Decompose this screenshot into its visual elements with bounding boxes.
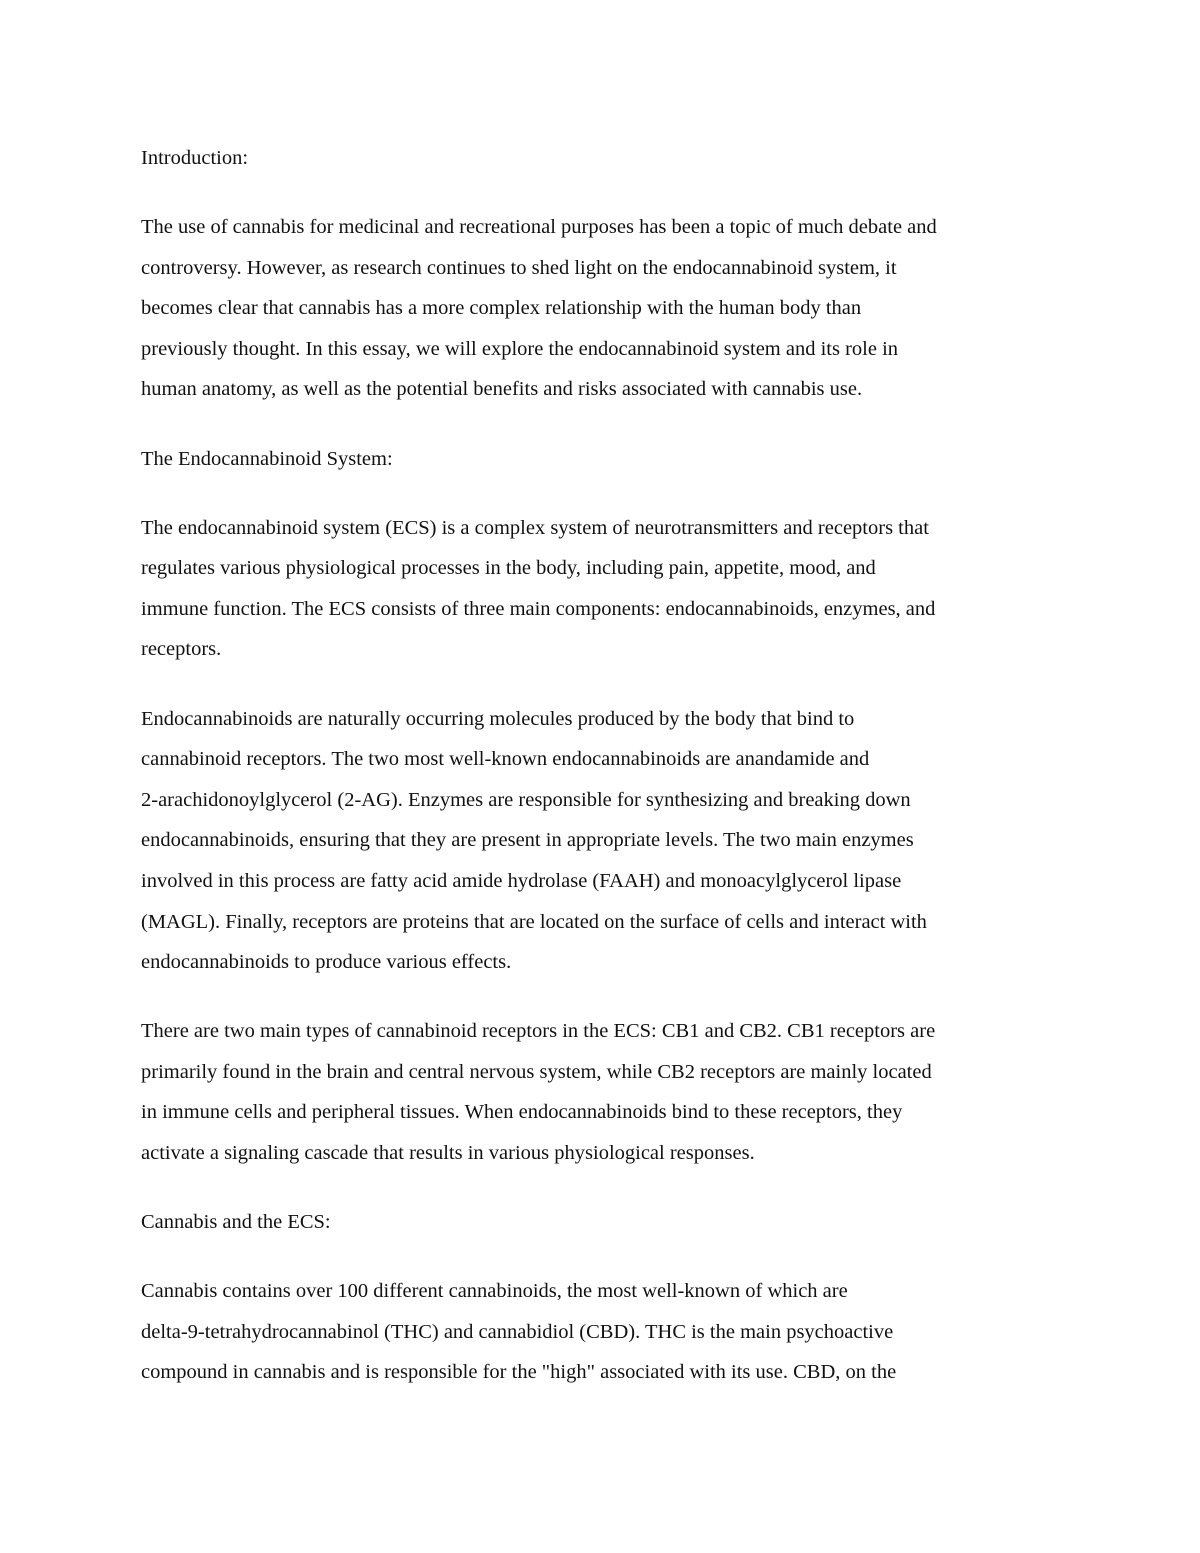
- body-paragraph: [141, 699, 1071, 983]
- heading-text: Introduction:: [141, 147, 249, 169]
- paragraph-line: involved in this process are fatty acid amide hydrolase (FAAH) and monoacylglycerol lipase: [141, 869, 902, 892]
- paragraph-line: endocannabinoids, ensuring that they are present in appropriate levels. The two main enzymes: [141, 829, 914, 852]
- paragraph-line: controversy. However, as research continues to shed light on the endocannabinoid system, it: [141, 256, 897, 279]
- paragraph-line: 2-arachidonoylglycerol (2-AG). Enzymes are responsible for synthesizing and breaking down: [141, 788, 911, 811]
- paragraph-line: The use of cannabis for medicinal and recreational purposes has been a topic of much debate and: [141, 216, 937, 239]
- paragraph-line: in immune cells and peripheral tissues. When endocannabinoids bind to these receptors, they: [141, 1101, 903, 1124]
- paragraph-line: human anatomy, as well as the potential benefits and risks associated with cannabis use.: [141, 378, 863, 401]
- paragraph-line: Endocannabinoids are naturally occurring molecules produced by the body that bind to: [141, 707, 855, 730]
- body-paragraph: [141, 1011, 1071, 1173]
- paragraph-line: compound in cannabis and is responsible for the "high" associated with its use. CBD, on the: [141, 1361, 897, 1384]
- paragraph-line: activate a signaling cascade that results in various physiological responses.: [141, 1141, 755, 1164]
- section-heading: [141, 1202, 1071, 1243]
- paragraph-line: (MAGL). Finally, receptors are proteins that are located on the surface of cells and interact with: [141, 910, 927, 933]
- paragraph-line: delta-9-tetrahydrocannabinol (THC) and cannabidiol (CBD). THC is the main psychoactive: [141, 1320, 894, 1343]
- body-paragraph: [141, 508, 1071, 670]
- paragraph-line: regulates various physiological processes in the body, including pain, appetite, mood, and: [141, 557, 876, 580]
- heading-text: The Endocannabinoid System:: [141, 447, 393, 470]
- body-paragraph: [141, 207, 1071, 410]
- paragraph-line: primarily found in the brain and central nervous system, while CB2 receptors are mainly located: [141, 1060, 932, 1083]
- body-paragraph: [141, 1271, 1071, 1393]
- section-heading: [141, 138, 1071, 179]
- paragraph-line: immune function. The ECS consists of three main components: endocannabinoids, enzymes, and: [141, 597, 936, 620]
- paragraph-line: receptors.: [141, 638, 222, 661]
- paragraph-line: The endocannabinoid system (ECS) is a complex system of neurotransmitters and receptors that: [141, 516, 929, 539]
- document-body: [141, 138, 1071, 1421]
- heading-text: Cannabis and the ECS:: [141, 1211, 331, 1234]
- paragraph-line: becomes clear that cannabis has a more complex relationship with the human body than: [141, 297, 862, 320]
- paragraph-line: previously thought. In this essay, we will explore the endocannabinoid system and its role in: [141, 337, 899, 360]
- section-heading: [141, 439, 1071, 480]
- paragraph-line: cannabinoid receptors. The two most well-known endocannabinoids are anandamide and: [141, 748, 870, 771]
- paragraph-line: endocannabinoids to produce various effects.: [141, 951, 512, 974]
- paragraph-line: There are two main types of cannabinoid receptors in the ECS: CB1 and CB2. CB1 receptors are: [141, 1020, 936, 1043]
- paragraph-line: Cannabis contains over 100 different cannabinoids, the most well-known of which are: [141, 1280, 848, 1303]
